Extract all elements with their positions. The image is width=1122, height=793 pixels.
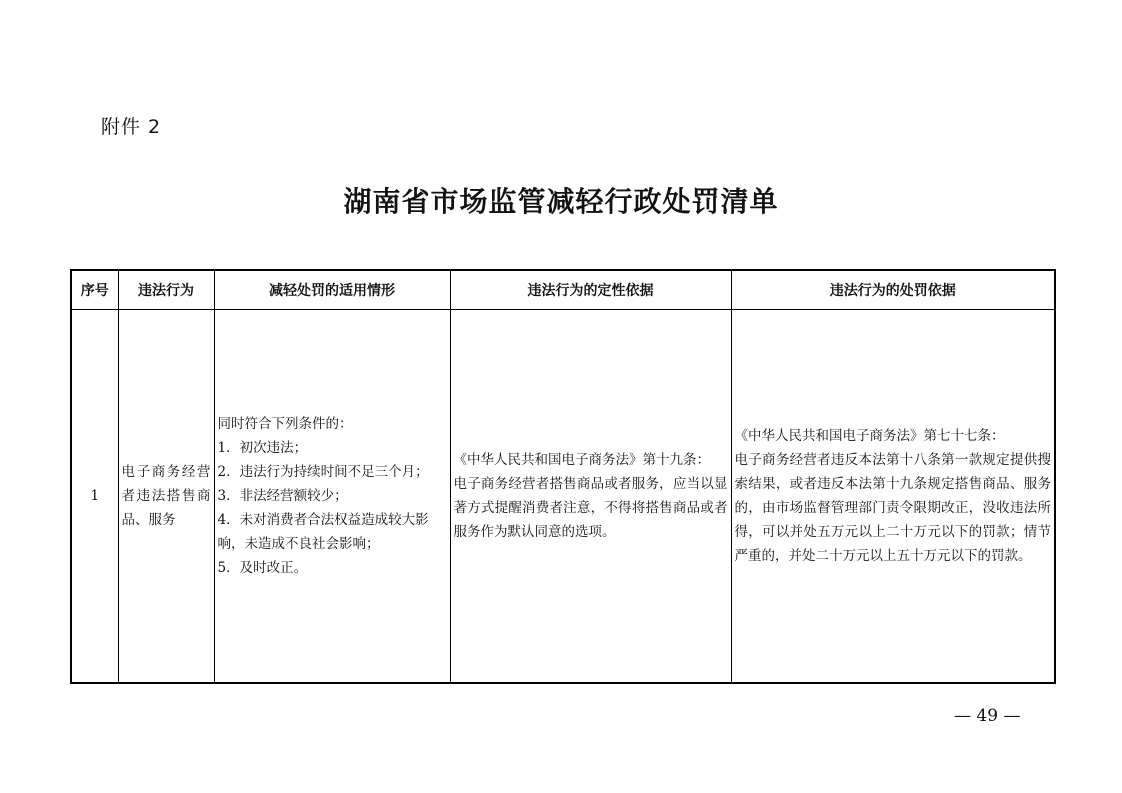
condition-item: 5．及时改正。 — [217, 559, 308, 576]
row-conditions — [214, 309, 450, 683]
row-violation: 电子商务经营者违法搭售商品、服务 — [118, 309, 214, 683]
table-row — [71, 309, 1055, 683]
column-header-penalty: 违法行为的处罚依据 — [731, 270, 1055, 309]
penalty-table — [70, 269, 1056, 684]
column-header-violation: 违法行为 — [118, 270, 214, 309]
condition-item: 2．违法行为持续时间不足三个月； — [217, 463, 429, 480]
attachment-label: 附件 2 — [101, 116, 162, 138]
column-header-basis: 违法行为的定性依据 — [450, 270, 731, 309]
row-penalty — [731, 309, 1055, 683]
basis-law-citation: 《中华人民共和国电子商务法》第十九条： — [453, 451, 710, 468]
basis-law-text: 电子商务经营者搭售商品或者服务，应当以显著方式提醒消费者注意，不得将搭售商品或者服务作为默认同意的选项。 — [453, 475, 728, 540]
penalty-law-text: 电子商务经营者违反本法第十八条第一款规定提供搜索结果，或者违反本法第十九条规定搭售商品、服务的，由市场监督管理部门责令限期改正，没收违法所得，可以并处五万元以上二十万元以下的罚款；情节严重的，并处二十万元以上五十万元以下的罚款。 — [734, 451, 1051, 564]
condition-intro: 同时符合下列条件的： — [217, 415, 353, 432]
column-header-conditions: 减轻处罚的适用情形 — [214, 270, 450, 309]
condition-item: 1．初次违法； — [217, 439, 308, 456]
column-header-index: 序号 — [71, 270, 118, 309]
page-number: — 49 — — [954, 706, 1021, 726]
table-header-row — [71, 270, 1055, 309]
row-basis — [450, 309, 731, 683]
condition-item: 3．非法经营额较少； — [217, 487, 348, 504]
page-title: 湖南省市场监管减轻行政处罚清单 — [343, 185, 779, 218]
row-index: 1 — [71, 309, 118, 683]
condition-item: 4．未对消费者合法权益造成较大影响，未造成不良社会影响； — [217, 511, 429, 552]
penalty-law-citation: 《中华人民共和国电子商务法》第七十七条： — [734, 427, 1005, 444]
